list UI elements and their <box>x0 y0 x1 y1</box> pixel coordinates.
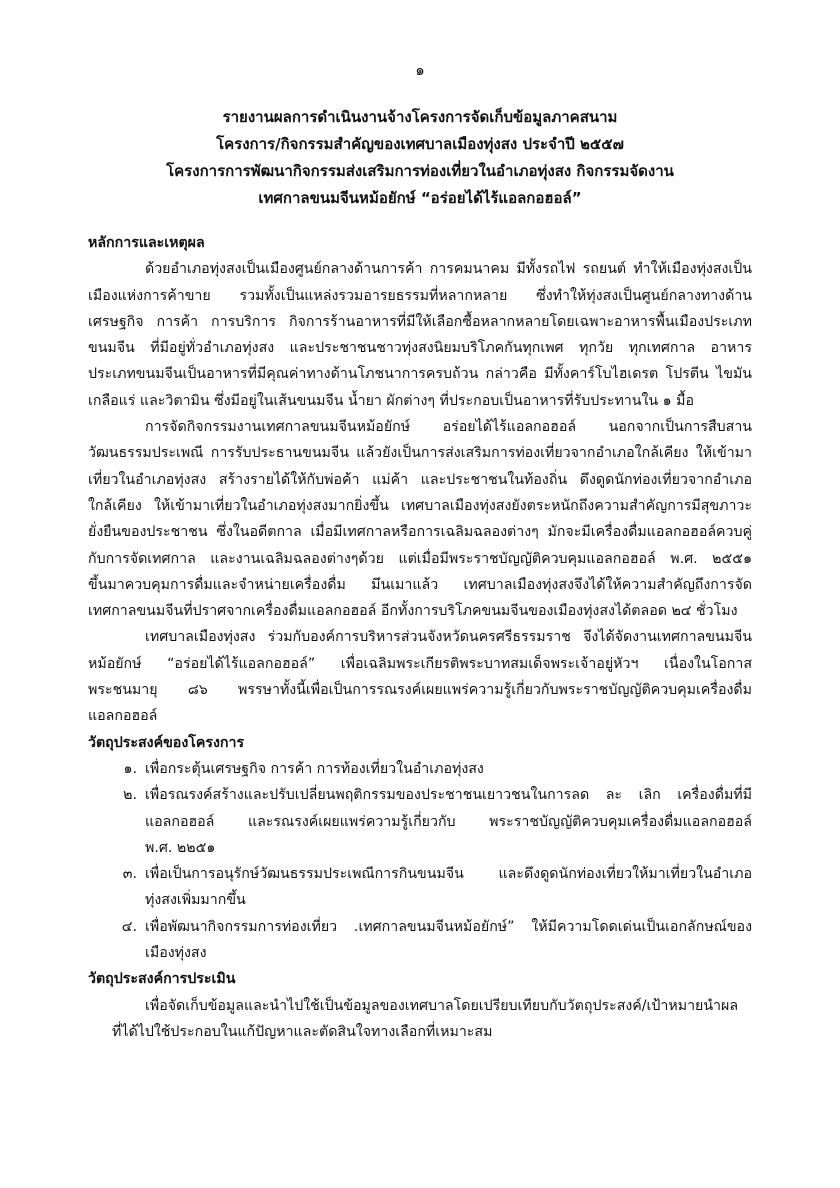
paragraph-line: พระชนมายุ ๘๖ พรรษาทั้งนี้เพื่อเป็นการรณรงค์เผยแพร่ความรู้เกี่ยวกับพระราชบัญญัติควบคุมเครื่องดื่ม <box>88 682 752 699</box>
page-number: ๑ <box>415 61 425 79</box>
objective-item <box>88 861 752 887</box>
paragraph-line: เที่ยวในอำเภอทุ่งสง สร้างรายได้ให้กับพ่อค้า แม่ค้า และประชาชนในท้องถิ่น ดึงดูดนักท่องเที่ยวจากอำเภอ <box>88 471 752 488</box>
paragraph-line: ขึ้นมาควบคุมการดื่มและจำหน่ายเครื่องดื่ม มึนเมาแล้ว เทศบาลเมืองทุ่งสงจึงได้ให้ความสำคัญถึงการจัด <box>88 576 752 593</box>
section-heading-evaluation: วัตถุประสงค์การประเมิน <box>88 971 236 988</box>
title-line: รายงานผลการดำเนินงานจ้างโครงการจัดเก็บข้อมูลภาคสนาม <box>222 108 618 126</box>
objective-number <box>88 940 145 966</box>
objective-item <box>88 914 752 940</box>
objective-text: ทุ่งสงเพิ่มมากขึ้น <box>145 892 246 909</box>
document-body <box>88 230 752 1045</box>
document-title <box>80 104 760 212</box>
objective-number: ๔. <box>121 918 137 935</box>
objective-item <box>88 756 752 782</box>
objective-text: เพื่อกระตุ้นเศรษฐกิจ การค้า การท้องเที่ยวในอำเภอทุ่งสง <box>145 760 484 777</box>
paragraph-line: ใกล้เคียง ให้เข้ามาเที่ยวในอำเภอทุ่งสงมากยิ่งขึ้น เทศบาลเมืองทุ่งสงยังตระหนักถึงความสำคัญการมีสุขภาวะ <box>88 497 752 514</box>
paragraph-line: ที่ได้ไปใช้ประกอบในแก้ปัญหาและตัดสินใจทางเลือกที่เหมาะสม <box>112 1023 493 1040</box>
paragraph-line: ด้วยอำเภอทุ่งสงเป็นเมืองศูนย์กลางด้านการค้า การคมนาคม มีทั้งรถไฟ รถยนต์ ทำให้เมืองทุ่งสงเป็น <box>145 261 752 278</box>
objective-item <box>88 782 752 808</box>
section-heading-objectives: วัตถุประสงค์ของโครงการ <box>88 734 245 751</box>
title-line: เทศกาลขนมจีนหม้อยักษ์ “อร่อยได้ไร้แอลกอฮอล์” <box>258 189 582 207</box>
paragraph-line: ประเภทขนมจีนเป็นอาหารที่มีคุณค่าทางด้านโภชนาการครบถ้วน กล่าวคือ มีทั้งคาร์โบไฮเดรต โปรตีน ไขมัน <box>88 366 752 383</box>
paragraph-line: เศรษฐกิจ การค้า การบริการ กิจการร้านอาหารที่มีให้เลือกซื้อหลากหลายโดยเฉพาะอาหารพื้นเมืองประเภท <box>88 313 752 330</box>
objective-text: พ.ศ. ๒๒๕๑ <box>145 839 216 856</box>
paragraph-line: แอลกอฮอล์ <box>88 708 158 725</box>
objective-number: ๒. <box>123 787 137 804</box>
paragraph-line: ขนมจีน ที่มีอยู่ทั่วอำเภอทุ่งสง และประชาชนชาวทุ่งสงนิยมบริโภคกันทุกเพศ ทุกวัย ทุกเทศกาล อาหาร <box>88 340 752 357</box>
objective-number: ๓. <box>122 866 137 883</box>
paragraph-line: เทศกาลขนมจีนที่ปราศจากเครื่องดื่มแอลกอฮอล์ อีกทั้งการบริโภคขนมจีนของเมืองทุ่งสงได้ตลอด ๒๔ ชั่วโมง <box>88 603 738 620</box>
objective-text: เพื่อรณรงค์สร้างและปรับเปลี่ยนพฤติกรรมของประชาชนเยาวชนในการลด ละ เลิก เครื่องดื่มที่มี <box>145 787 752 804</box>
paragraph-line: เมืองแห่งการค้าขาย รวมทั้งเป็นแหล่งรวมอารยธรรมที่หลากหลาย ซึ่งทำให้ทุ่งสงเป็นศูนย์กลางทางด้าน <box>88 287 752 304</box>
objective-item <box>88 809 752 835</box>
objective-item <box>88 940 752 966</box>
title-line: โครงการ/กิจกรรมสำคัญของเทศบาลเมืองทุ่งสง ประจำปี ๒๕๕๗ <box>216 135 624 153</box>
objective-item <box>88 835 752 861</box>
paragraph-line: เทศบาลเมืองทุ่งสง ร่วมกับองค์การบริหารส่วนจังหวัดนครศรีธรรมราช จึงได้จัดงานเทศกาลขนมจีน <box>145 629 752 646</box>
objective-text: เพื่อเป็นการอนุรักษ์วัฒนธรรมประเพณีการกินขนมจีน และดึงดูดนักท่องเที่ยวให้มาเที่ยวในอำเภอ <box>145 866 752 883</box>
paragraph-line: กับการจัดเทศกาล และงานเฉลิมฉลองต่างๆด้วย แต่เมื่อมีพระราชบัญญัติควบคุมแอลกอฮอล์ พ.ศ. ๒๕๕๑ <box>88 550 752 567</box>
section-heading-rationale: หลักการและเหตุผล <box>88 235 205 251</box>
objective-number <box>88 835 145 861</box>
objective-number <box>88 887 145 913</box>
objective-number: ๑. <box>123 760 137 777</box>
paragraph-line: เพื่อจัดเก็บข้อมูลและนำไปใช้เป็นข้อมูลของเทศบาลโดยเปรียบเทียบกับวัตถุประสงค์/เป้าหมายนำผล <box>145 997 739 1014</box>
paragraph-line: เกลือแร่ และวิตามิน ซึ่งมีอยู่ในเส้นขนมจีน น้ำยา ผักต่างๆ ที่ประกอบเป็นอาหารที่รับประทานใน ๑ มื้อ <box>88 392 694 409</box>
objective-text: เพื่อพัฒนากิจกรรมการท่องเที่ยว .เทศกาลขนมจีนหม้อยักษ์” ให้มีความโดดเด่นเป็นเอกลักษณ์ของ <box>145 918 752 935</box>
paragraph-line: หม้อยักษ์ “อร่อยได้ไร้แอลกอฮอล์” เพื่อเฉลิมพระเกียรติพระบาทสมเด็จพระเจ้าอยู่หัวฯ เนื่องในโอกาส <box>88 655 752 672</box>
objective-text: เมืองทุ่งสง <box>145 945 207 962</box>
paragraph-line: ยั่งยืนของประชาชน ซึ่งในอดีตกาล เมื่อมีเทศกาลหรือการเฉลิมฉลองต่างๆ มักจะมีเครื่องดื่มแอลกอฮอล์ควบคู่ <box>88 524 752 541</box>
objective-number <box>88 809 145 835</box>
objective-text: แอลกอฮอล์ และรณรงค์เผยแพร่ความรู้เกี่ยวกับ พระราชบัญญัติควบคุมเครื่องดื่มแอลกอฮอล์ <box>145 813 752 830</box>
paragraph-line: การจัดกิจกรรมงานเทศกาลขนมจีนหม้อยักษ์ อร่อยได้ไร้แอลกอฮอล์ นอกจากเป็นการสืบสาน <box>145 419 752 436</box>
title-line: โครงการการพัฒนากิจกรรมส่งเสริมการท่องเที่ยวในอำเภอทุ่งสง กิจกรรมจัดงาน <box>166 162 674 180</box>
paragraph-line: วัฒนธรรมประเพณี การรับประธานขนมจีน แล้วยังเป็นการส่งเสริมการท่องเที่ยวจากอำเภอใกล้เคียง ให้เข้ามา <box>88 445 752 462</box>
objective-item <box>88 887 752 913</box>
